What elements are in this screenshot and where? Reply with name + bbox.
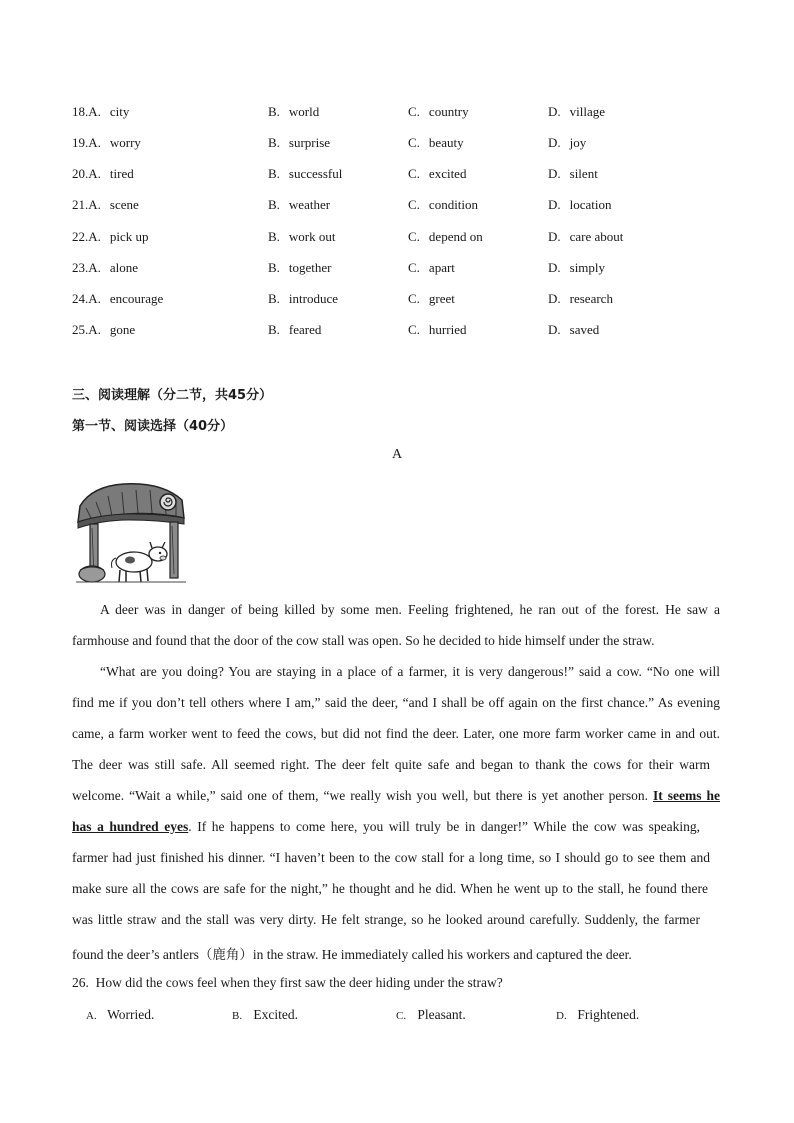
passage-text: . If he happens to come here, you will truly be in danger!” While the cow was speaking, [188, 819, 701, 834]
question-number: 26. [72, 975, 89, 990]
option-label: D. [556, 1010, 567, 1022]
option-text: world [288, 104, 320, 119]
option-label: 19.A. [72, 135, 101, 150]
question-options [0, 1007, 794, 1027]
option-text: Excited. [253, 1007, 298, 1022]
option-d[interactable] [548, 104, 605, 120]
option-text: tired [109, 166, 134, 181]
option-row [0, 166, 794, 186]
option-text: depend on [428, 229, 483, 244]
option-label: D. [548, 260, 561, 275]
highlighted-phrase: has a hundred eyes [72, 819, 189, 834]
option-d[interactable] [548, 135, 586, 151]
passage-line: was little straw and the stall was very dirty. He felt strange, so he looked around carefully. Suddenly, the farmer [72, 912, 700, 927]
option-text: silent [569, 166, 598, 181]
option-text: worry [109, 135, 141, 150]
option-b[interactable] [268, 166, 342, 182]
option-d[interactable] [548, 197, 612, 213]
option-c[interactable] [408, 260, 455, 276]
option-label: B. [268, 166, 280, 181]
option-c[interactable] [408, 229, 483, 245]
option-label: C. [408, 197, 420, 212]
option-label: D. [548, 135, 561, 150]
option-label: 21.A. [72, 197, 101, 212]
option-label: 22.A. [72, 229, 101, 244]
passage-line: find me if you don’t tell others where I am,” said the deer, “and I shall be off again on the first chance.” As evening [72, 695, 720, 710]
option-label: C. [408, 291, 420, 306]
option-d[interactable] [548, 260, 605, 276]
option-text: gone [109, 322, 136, 337]
option-label: B. [268, 260, 280, 275]
option-a[interactable] [72, 135, 141, 151]
passage-line [72, 819, 700, 835]
passage-line: farmer had just finished his dinner. “I haven’t been to the cow stall for a long time, so I should go to see them and [72, 850, 710, 865]
option-label: D. [548, 291, 561, 306]
option-text: feared [288, 322, 322, 337]
option-label: B. [268, 322, 280, 337]
option-a[interactable] [72, 166, 134, 182]
option-c[interactable] [408, 135, 464, 151]
option-row [0, 104, 794, 124]
option-text: beauty [428, 135, 464, 150]
option-text: joy [569, 135, 587, 150]
option-text: city [109, 104, 130, 119]
option-b[interactable] [268, 104, 319, 120]
option-b[interactable] [268, 260, 332, 276]
option-label: C. [408, 229, 420, 244]
option-label: C. [408, 135, 420, 150]
passage-line: make sure all the cows are safe for the night,” he thought and he did. When he went up to the stall, he found there [72, 881, 708, 896]
option-label: B. [268, 197, 280, 212]
option-row [0, 291, 794, 311]
option-a[interactable] [72, 291, 163, 307]
passage-line: farmhouse and found that the door of the cow stall was open. So he decided to hide himself under the straw. [72, 633, 655, 648]
option-b[interactable] [268, 229, 336, 245]
option-c[interactable] [396, 1007, 466, 1023]
option-label: B. [232, 1010, 243, 1022]
passage-line: “What are you doing? You are staying in a place of a farmer, it is very dangerous!” said a cow. “No one will [100, 664, 720, 679]
option-row [0, 135, 794, 155]
option-label: D. [548, 104, 561, 119]
option-label: D. [548, 229, 561, 244]
option-text: weather [288, 197, 331, 212]
option-label: 20.A. [72, 166, 101, 181]
option-text: simply [569, 260, 606, 275]
option-row [0, 197, 794, 217]
option-text: saved [569, 322, 600, 337]
option-b[interactable] [232, 1007, 298, 1023]
option-label: 18.A. [72, 104, 101, 119]
option-text: condition [428, 197, 479, 212]
option-text: surprise [288, 135, 331, 150]
option-a[interactable] [72, 197, 139, 213]
cow-stall-illustration [72, 478, 190, 588]
option-text: greet [428, 291, 455, 306]
option-text: excited [428, 166, 467, 181]
option-d[interactable] [548, 322, 599, 338]
option-label: B. [268, 229, 280, 244]
option-a[interactable] [72, 104, 129, 120]
option-label: B. [268, 135, 280, 150]
option-text: pick up [109, 229, 149, 244]
option-text: scene [109, 197, 139, 212]
option-label: D. [548, 322, 561, 337]
option-b[interactable] [268, 197, 330, 213]
option-c[interactable] [408, 166, 466, 182]
option-label: C. [396, 1010, 407, 1022]
option-label: C. [408, 322, 420, 337]
option-a[interactable] [72, 229, 149, 245]
passage-line: found the deer’s antlers（鹿角）in the straw. He immediately called his workers and captured the deer. [72, 947, 632, 962]
option-text: introduce [288, 291, 339, 306]
option-text: village [569, 104, 606, 119]
passage-line [72, 788, 720, 804]
option-text: apart [428, 260, 455, 275]
option-label: D. [548, 197, 561, 212]
question-text: How did the cows feel when they first saw the deer hiding under the straw? [95, 975, 503, 990]
subsection-title: 第一节、阅读选择（40分） [72, 419, 234, 434]
option-text: encourage [109, 291, 164, 306]
option-text: hurried [428, 322, 467, 337]
option-row [0, 260, 794, 280]
option-label: A. [86, 1010, 97, 1022]
passage-text: welcome. “Wait a while,” said one of them, “we really wish you well, but there is yet another person. [72, 788, 653, 803]
passage-line: A deer was in danger of being killed by some men. Feeling frightened, he ran out of the forest. He saw a [100, 602, 720, 617]
option-d[interactable] [548, 229, 623, 245]
option-row [0, 322, 794, 342]
option-text: Worried. [107, 1007, 155, 1022]
option-text: location [569, 197, 612, 212]
option-text: country [428, 104, 469, 119]
option-row [0, 229, 794, 249]
option-b[interactable] [268, 135, 330, 151]
option-a[interactable] [72, 322, 135, 338]
option-d[interactable] [548, 166, 598, 182]
option-label: 25.A. [72, 322, 101, 337]
option-text: care about [569, 229, 624, 244]
option-label: C. [408, 166, 420, 181]
option-label: B. [268, 104, 280, 119]
option-label: D. [548, 166, 561, 181]
option-text: Frightened. [577, 1007, 640, 1022]
passage-line: The deer was still safe. All seemed right. The deer felt quite safe and began to thank the cows for their warm [72, 757, 710, 772]
option-text: Pleasant. [417, 1007, 466, 1022]
option-a[interactable] [72, 260, 138, 276]
option-d[interactable] [548, 291, 613, 307]
option-text: research [569, 291, 613, 306]
option-label: 23.A. [72, 260, 101, 275]
option-a[interactable] [86, 1007, 154, 1023]
option-b[interactable] [268, 322, 321, 338]
option-c[interactable] [408, 104, 469, 120]
option-b[interactable] [268, 291, 338, 307]
option-d[interactable] [556, 1007, 639, 1023]
option-c[interactable] [408, 197, 478, 213]
option-text: together [288, 260, 332, 275]
passage-letter: A [391, 447, 403, 462]
option-label: B. [268, 291, 280, 306]
option-c[interactable] [408, 291, 455, 307]
highlighted-phrase: It seems he [652, 788, 720, 803]
option-label: 24.A. [72, 291, 101, 306]
option-text: work out [288, 229, 336, 244]
passage-line: came, a farm worker went to feed the cows, but did not find the deer. Later, one more farm worker came in and out. [72, 726, 720, 741]
option-label: C. [408, 260, 420, 275]
section-title: 三、阅读理解（分二节，共45分） [72, 388, 273, 403]
option-label: C. [408, 104, 420, 119]
question-stem [72, 975, 720, 991]
option-c[interactable] [408, 322, 466, 338]
option-text: alone [109, 260, 139, 275]
option-text: successful [288, 166, 343, 181]
